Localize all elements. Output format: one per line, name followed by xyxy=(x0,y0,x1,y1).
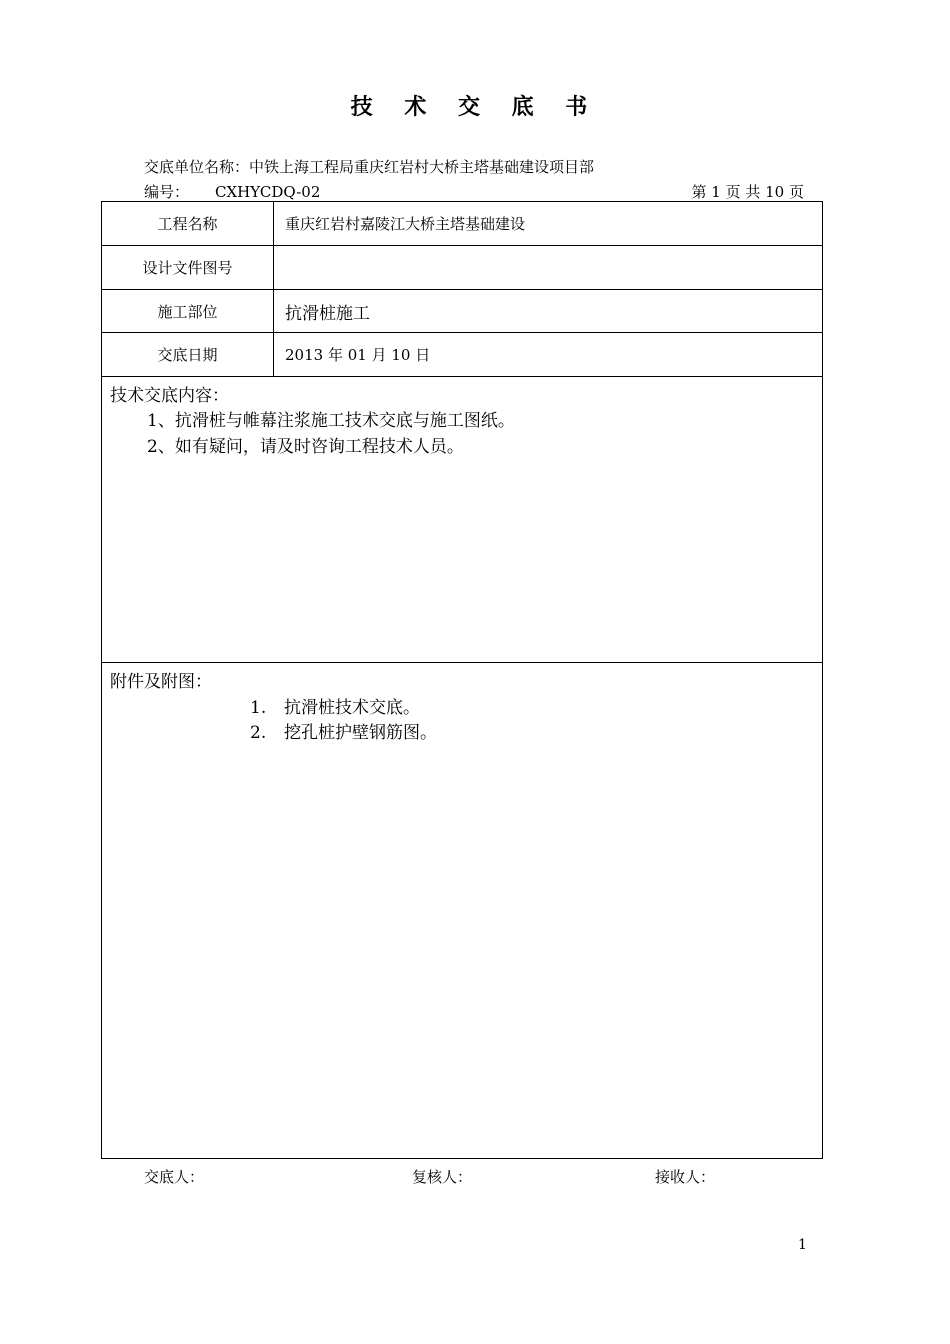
attachment-number: 2. xyxy=(250,723,267,743)
disclosure-table xyxy=(101,201,823,1159)
attachment-text: 抗滑桩技术交底。 xyxy=(284,698,420,718)
content-heading: 技术交底内容： xyxy=(110,386,229,406)
attachment-number: 1. xyxy=(250,698,267,718)
handover-signature-label: 交底人： xyxy=(144,1168,205,1186)
attachment-item xyxy=(250,718,437,743)
row-label: 工程名称 xyxy=(102,202,274,245)
code-label: 编号： xyxy=(144,183,190,201)
unit-value: 中铁上海工程局重庆红岩村大桥主塔基础建设项目部 xyxy=(249,158,595,176)
content-item: 2、如有疑问，请及时咨询工程技术人员。 xyxy=(147,437,464,457)
row-value xyxy=(285,246,822,289)
row-label: 交底日期 xyxy=(102,333,274,376)
attachment-item xyxy=(250,693,420,718)
code-line xyxy=(144,181,804,202)
row-label: 设计文件图号 xyxy=(102,246,274,289)
page-info: 第 1 页 共 10 页 xyxy=(691,183,804,201)
table-row-design-doc xyxy=(102,246,822,290)
document-title: 技 术 交 底 书 xyxy=(350,94,600,120)
attachments-heading: 附件及附图： xyxy=(110,672,212,692)
row-value: 2013 年 01 月 10 日 xyxy=(285,346,431,364)
unit-line xyxy=(144,156,594,177)
row-value: 重庆红岩村嘉陵江大桥主塔基础建设 xyxy=(285,215,526,233)
row-label: 施工部位 xyxy=(102,290,274,332)
attachments-section xyxy=(102,663,822,1157)
code-value: CXHYCDQ-02 xyxy=(215,183,321,201)
table-row-date xyxy=(102,333,822,377)
reviewer-signature-label: 复核人： xyxy=(412,1168,473,1186)
attachment-text: 挖孔桩护壁钢筋图。 xyxy=(284,723,437,743)
unit-label: 交底单位名称： xyxy=(144,158,250,176)
content-item: 1、抗滑桩与帷幕注浆施工技术交底与施工图纸。 xyxy=(147,411,515,431)
table-row-project-name xyxy=(102,202,822,246)
content-section xyxy=(102,377,822,663)
table-row-construction-part xyxy=(102,290,822,333)
row-value: 抗滑桩施工 xyxy=(285,303,370,324)
page-number: 1 xyxy=(798,1237,807,1253)
receiver-signature-label: 接收人： xyxy=(655,1168,716,1186)
